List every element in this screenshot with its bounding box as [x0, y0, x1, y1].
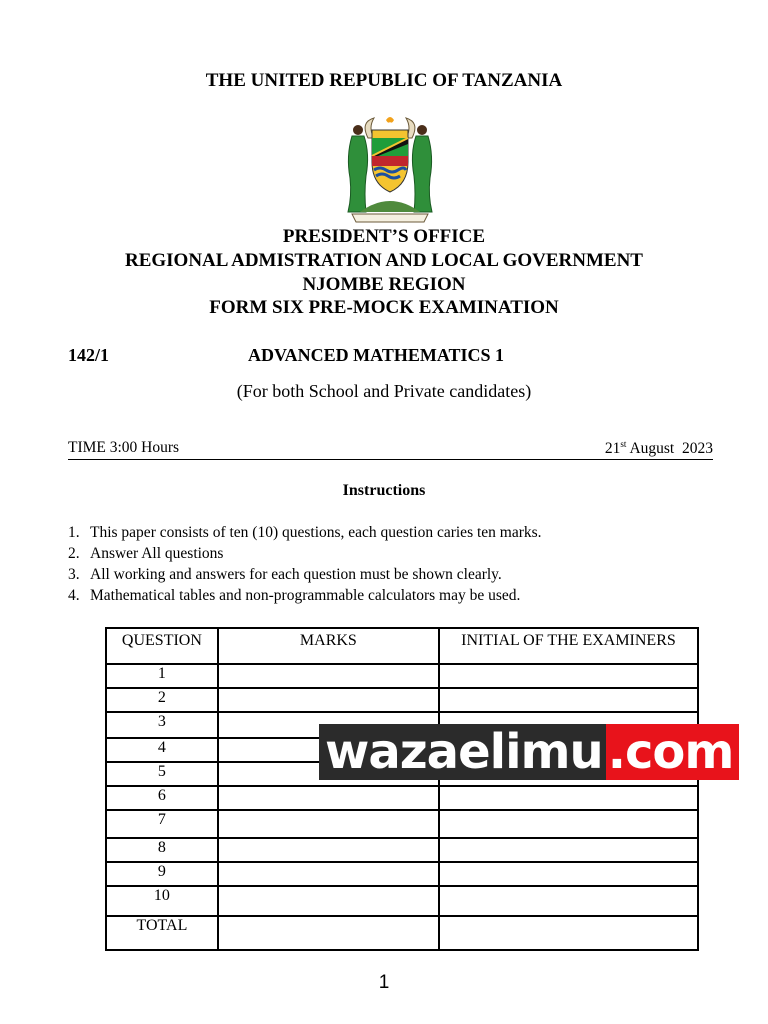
- marks-table-body: [106, 664, 698, 950]
- table-row: [106, 862, 698, 886]
- instruction-item: [68, 522, 542, 543]
- marks-cell: [218, 810, 439, 838]
- candidates-note: (For both School and Private candidates): [236, 381, 532, 401]
- marks-cell: [218, 838, 439, 862]
- header-examiner-initials: INITIAL OF THE EXAMINERS: [439, 628, 698, 664]
- question-number-cell: TOTAL: [106, 916, 218, 950]
- instructions-list: [68, 522, 542, 606]
- examiner-initial-cell: [439, 886, 698, 916]
- watermark-logo: [319, 724, 739, 780]
- question-number-cell: 7: [106, 810, 218, 838]
- marks-cell: [218, 916, 439, 950]
- instruction-item: [68, 564, 542, 585]
- date-day: 21: [604, 440, 621, 458]
- office-line-3: NJOMBE REGION: [302, 274, 466, 295]
- examiner-initial-cell: [439, 664, 698, 688]
- table-row: [106, 688, 698, 712]
- examiner-initial-cell: [439, 916, 698, 950]
- examiner-initial-cell: [439, 862, 698, 886]
- subject-title: ADVANCED MATHEMATICS 1: [248, 345, 505, 365]
- instruction-item: [68, 543, 542, 564]
- table-row: [106, 664, 698, 688]
- date-rest: August 2023: [626, 440, 713, 458]
- date-suffix: st: [620, 439, 627, 449]
- paper-code: 142/1: [68, 345, 110, 365]
- instruction-item: [68, 585, 542, 606]
- instruction-number: 4.: [68, 587, 80, 604]
- marks-cell: [218, 886, 439, 916]
- question-number-cell: 5: [106, 762, 218, 786]
- watermark-part-2: .com: [606, 724, 740, 780]
- office-line-2: REGIONAL ADMISTRATION AND LOCAL GOVERNMENT: [124, 250, 643, 271]
- marks-cell: [218, 862, 439, 886]
- instruction-number: 2.: [68, 545, 80, 562]
- marks-cell: [218, 688, 439, 712]
- header-marks: MARKS: [218, 628, 439, 664]
- examiner-initial-cell: [439, 838, 698, 862]
- instruction-text: Mathematical tables and non-programmable calculators may be used.: [90, 587, 521, 604]
- instruction-number: 3.: [68, 566, 80, 583]
- question-number-cell: 8: [106, 838, 218, 862]
- instruction-text: This paper consists of ten (10) questions, each question caries ten marks.: [90, 524, 542, 541]
- examiner-initial-cell: [439, 688, 698, 712]
- header-question: QUESTION: [106, 628, 218, 664]
- exam-date: [605, 439, 713, 458]
- question-number-cell: 10: [106, 886, 218, 916]
- instruction-text: Answer All questions: [90, 545, 224, 562]
- question-number-cell: 6: [106, 786, 218, 810]
- instruction-number: 1.: [68, 524, 80, 541]
- watermark-part-1: wazaelimu: [319, 724, 606, 780]
- table-row: [106, 916, 698, 950]
- page-number: 1: [378, 972, 390, 993]
- country-title: THE UNITED REPUBLIC OF TANZANIA: [205, 70, 563, 91]
- marks-cell: [218, 786, 439, 810]
- office-line-1: PRESIDENT’S OFFICE: [282, 226, 486, 247]
- question-number-cell: 2: [106, 688, 218, 712]
- coat-of-arms-icon: [340, 116, 440, 224]
- time-label: TIME 3:00 Hours: [68, 439, 180, 456]
- marks-table: [105, 627, 699, 951]
- time-date-row: [68, 439, 713, 460]
- table-header-row: [106, 628, 698, 664]
- table-row: [106, 838, 698, 862]
- table-row: [106, 786, 698, 810]
- examiner-initial-cell: [439, 786, 698, 810]
- instructions-title: Instructions: [342, 482, 426, 499]
- table-row: [106, 810, 698, 838]
- question-number-cell: 1: [106, 664, 218, 688]
- office-line-4: FORM SIX PRE-MOCK EXAMINATION: [209, 297, 559, 318]
- examiner-initial-cell: [439, 810, 698, 838]
- table-row: [106, 886, 698, 916]
- question-number-cell: 3: [106, 712, 218, 738]
- question-number-cell: 9: [106, 862, 218, 886]
- marks-cell: [218, 664, 439, 688]
- instruction-text: All working and answers for each question must be shown clearly.: [90, 566, 502, 583]
- question-number-cell: 4: [106, 738, 218, 762]
